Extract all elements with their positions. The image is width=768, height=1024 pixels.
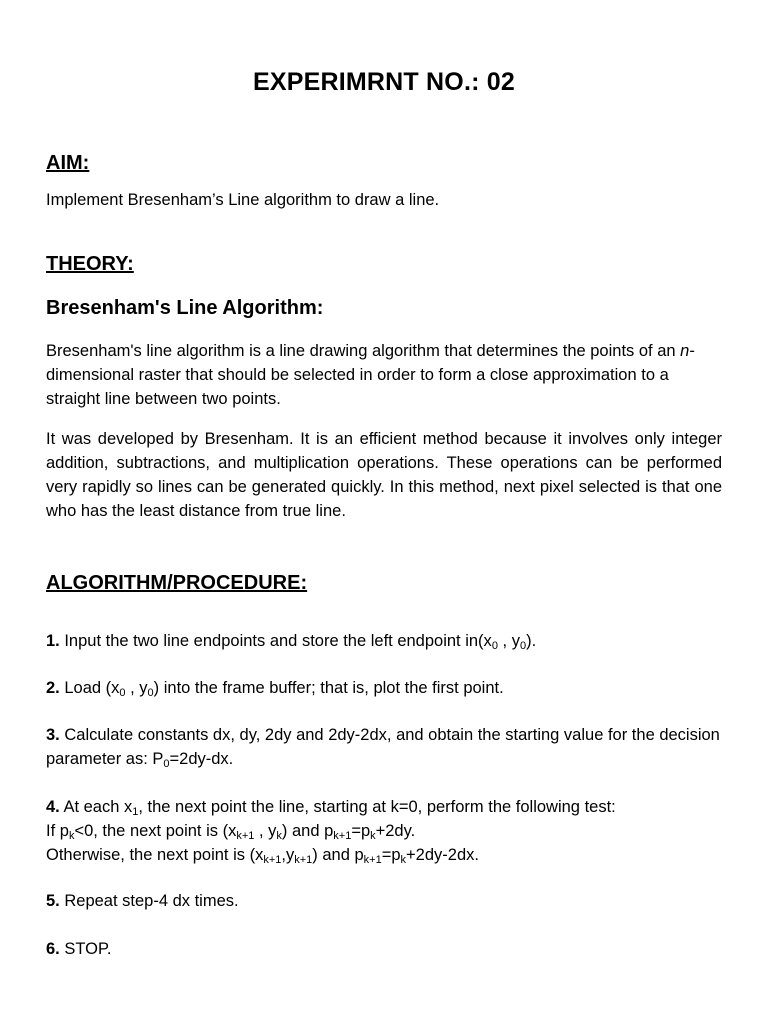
aim-text: Implement Bresenham’s Line algorithm to draw a line.: [46, 191, 440, 209]
step-5: 5. Repeat step-4 dx times.: [46, 892, 239, 910]
step-1: 1. Input the two line endpoints and store the left endpoint $in(x_0$ , $y_0$).: [46, 632, 537, 652]
step-2: 2. Load ($x_0$ , $y_0$) into the frame buffer; that is, plot the first point.: [46, 679, 504, 699]
theory-paragraph-1: Bresenham's line algorithm is a line drawing algorithm that determines the points of an n-dimensional raster that should be selected in order to form a close approximation to a straight line between two points.: [46, 342, 695, 408]
algorithm-heading: ALGORITHM/PROCEDURE:: [46, 572, 308, 594]
theory-subheading: Bresenham's Line Algorithm:: [46, 297, 324, 319]
step-4: 4. At each $x_1$, the next point the line, starting at k=0, perform the following test: If $p_k<0$, the next point is ($x_{k+1}$ , $y_k$) and $p_{k+1}=p_k+2dy$. Otherwise, the next point is $(x_{k+1},y_{k+1})$ and $p_{k+1}=p_k+2dy-2dx$.: [46, 798, 616, 866]
page-title: EXPERIMRNT NO.: 02: [253, 68, 515, 96]
theory-heading: THEORY:: [46, 253, 134, 275]
aim-heading: AIM:: [46, 152, 90, 174]
step-6: 6. STOP.: [46, 940, 112, 958]
theory-paragraph-2: It was developed by Bresenham. It is an efficient method because it involves only integer addition, subtractions, and multiplication operations. These operations can be performed very rapidly so lines can be generated quickly. In this method, next pixel selected is that one who has the least distance from true line.: [46, 430, 722, 520]
step-3: 3. Calculate constants dx, dy, 2dy and 2dy-2dx, and obtain the starting value for the decision parameter as: $P_0=2dy-dx$.: [46, 726, 720, 770]
